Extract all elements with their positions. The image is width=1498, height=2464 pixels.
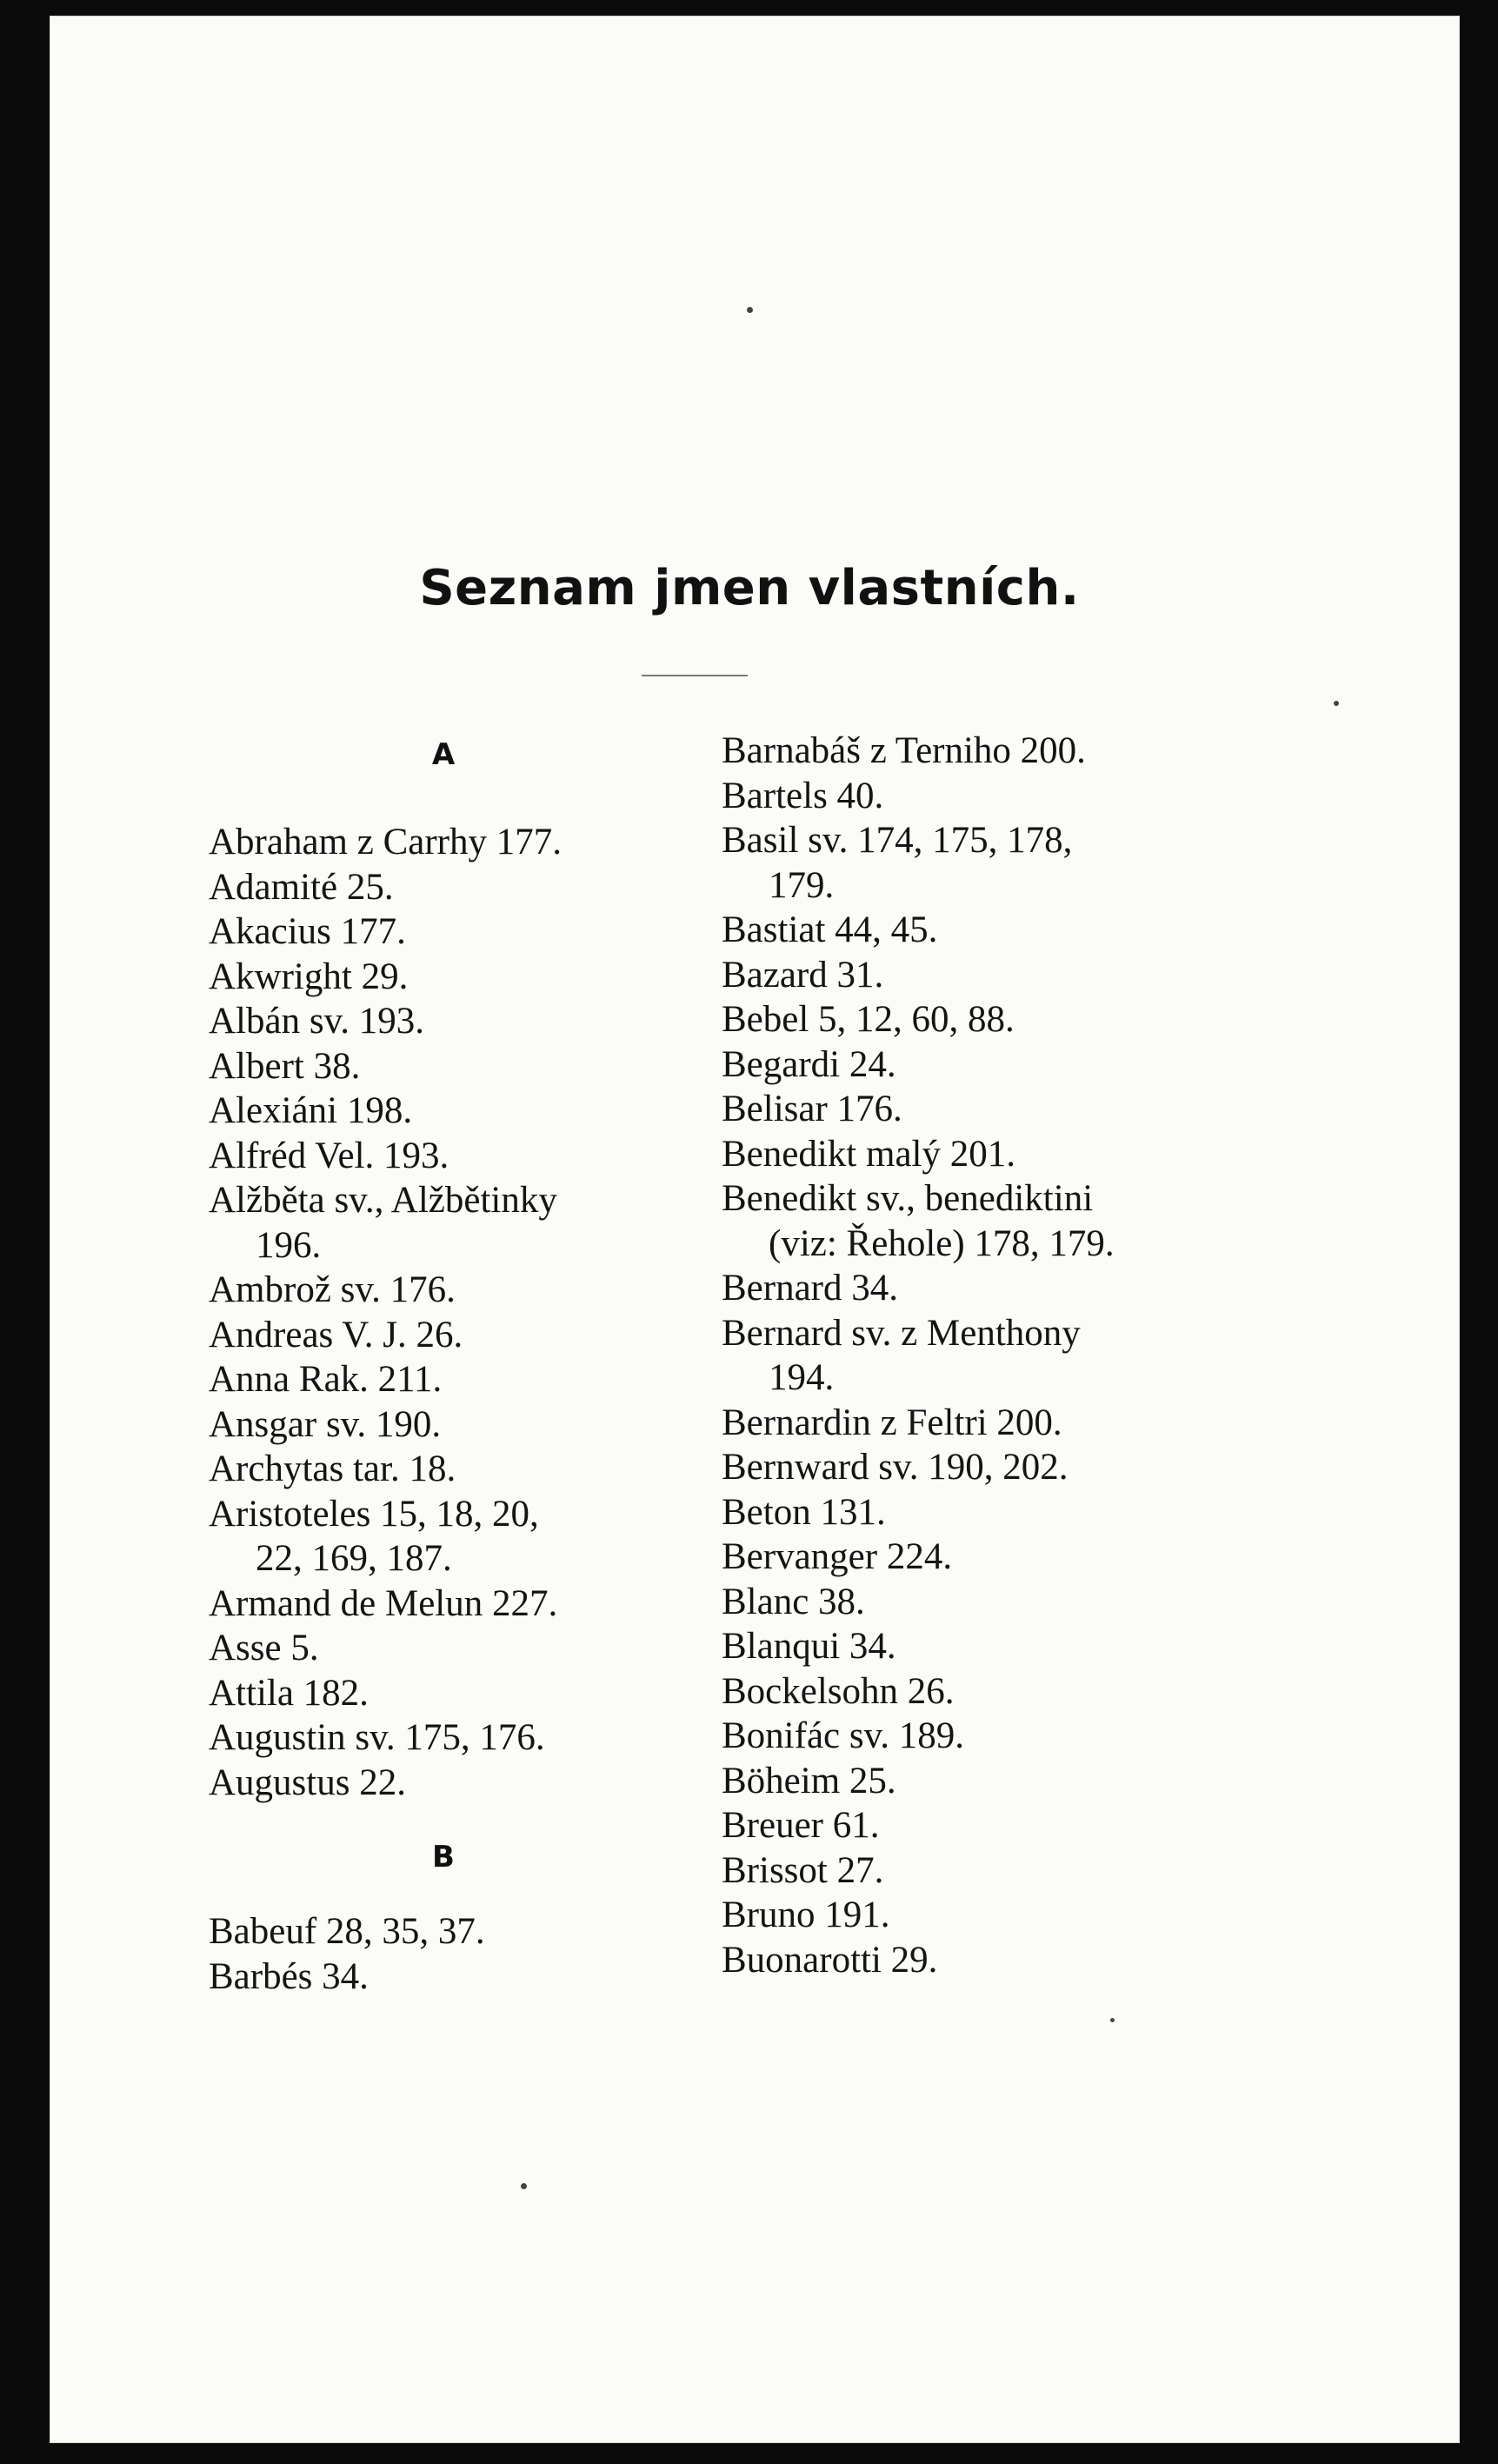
index-entry — [209, 1268, 739, 1313]
index-entry — [722, 908, 1278, 953]
index-entry-continuation: 196. — [256, 1224, 322, 1266]
index-entry — [209, 909, 739, 955]
index-entry — [722, 1759, 1278, 1804]
index-entry — [722, 1266, 1278, 1311]
index-entry-text: Bernardin z Feltri 200. — [722, 1402, 1062, 1443]
index-entry — [209, 1761, 739, 1806]
index-entry-text: Blanqui 34. — [722, 1626, 896, 1667]
index-entry — [209, 1909, 739, 1955]
index-entry — [209, 999, 739, 1044]
entry-list-b — [209, 1909, 739, 1999]
index-entry — [722, 818, 1278, 908]
index-entry — [722, 1535, 1278, 1580]
index-entry — [209, 1715, 739, 1761]
index-entry-text: Asse 5. — [209, 1628, 319, 1668]
index-entry-continuation: 179. — [769, 864, 835, 906]
index-entry — [722, 953, 1278, 998]
index-entry-text: Benedikt malý 201. — [722, 1133, 1015, 1175]
index-entry-text: Akwright 29. — [209, 956, 409, 997]
index-entry-text: Attila 182. — [209, 1672, 369, 1714]
index-entry — [722, 1803, 1278, 1848]
index-entry-text: Bervanger 224. — [722, 1536, 953, 1577]
index-entry-text: Bernard sv. z Menthony — [722, 1312, 1081, 1354]
entry-list-right — [722, 729, 1278, 1982]
index-entry — [722, 1848, 1278, 1894]
index-column-right — [722, 729, 1278, 1982]
index-entry-text: Abraham z Carrhy 177. — [209, 822, 562, 862]
speck — [1110, 2018, 1115, 2022]
index-entry-text: Bruno 191. — [722, 1895, 890, 1935]
speck — [1334, 701, 1339, 706]
index-entry-text: Beton 131. — [722, 1491, 886, 1533]
index-entry-text: Adamité 25. — [209, 866, 394, 908]
index-entry-text: Bazard 31. — [722, 954, 884, 996]
index-entry-text: Babeuf 28, 35, 37. — [209, 1911, 485, 1952]
index-entry-continuation: (viz: Řehole) 178, 179. — [769, 1222, 1115, 1264]
index-entry — [209, 1357, 739, 1402]
index-entry-text: Bastiat 44, 45. — [722, 909, 938, 950]
index-entry-text: Breuer 61. — [722, 1805, 880, 1846]
index-entry-continuation: 22, 169, 187. — [256, 1538, 452, 1579]
index-entry — [209, 1044, 739, 1089]
index-entry — [209, 1671, 739, 1716]
index-entry — [722, 1669, 1278, 1715]
index-entry-text: Albert 38. — [209, 1045, 361, 1087]
index-entry-text: Andreas V. J. 26. — [209, 1314, 463, 1355]
entry-list-a — [209, 820, 739, 1805]
index-entry — [722, 729, 1278, 774]
index-entry — [209, 820, 739, 865]
index-entry — [209, 865, 739, 910]
index-entry-text: Aristoteles 15, 18, 20, — [209, 1493, 539, 1535]
index-entry — [722, 1311, 1278, 1401]
index-entry — [209, 1178, 739, 1268]
index-entry — [722, 1132, 1278, 1177]
index-entry-continuation: 194. — [769, 1357, 835, 1398]
index-entry-text: Alfréd Vel. 193. — [209, 1135, 449, 1176]
title-divider — [642, 675, 748, 676]
index-entry-text: Benedikt sv., benediktini — [722, 1178, 1094, 1219]
index-entry-text: Begardi 24. — [722, 1043, 896, 1085]
index-entry — [722, 1445, 1278, 1490]
index-entry — [209, 955, 739, 1000]
speck — [521, 2183, 527, 2189]
page-title: Seznam jmen vlastních. — [419, 560, 1080, 616]
index-entry — [722, 1580, 1278, 1625]
index-entry-text: Bonifác sv. 189. — [722, 1715, 965, 1756]
index-entry-text: Alexiáni 198. — [209, 1090, 413, 1131]
index-entry-text: Augustin sv. 175, 176. — [209, 1717, 545, 1758]
index-entry-text: Ansgar sv. 190. — [209, 1403, 442, 1445]
index-entry — [722, 1938, 1278, 1983]
index-entry-text: Armand de Melun 227. — [209, 1582, 558, 1624]
section-letter-b: B — [432, 1840, 455, 1875]
index-entry — [722, 997, 1278, 1042]
index-entry — [209, 1313, 739, 1358]
index-entry-text: Augustus 22. — [209, 1761, 406, 1803]
index-entry-text: Bockelsohn 26. — [722, 1670, 955, 1712]
index-entry-text: Albán sv. 193. — [209, 1001, 425, 1042]
index-entry-text: Bebel 5, 12, 60, 88. — [722, 999, 1015, 1040]
index-entry — [722, 774, 1278, 819]
index-entry-text: Bartels 40. — [722, 775, 884, 816]
section-letter-a: A — [431, 737, 456, 772]
index-entry — [722, 1490, 1278, 1535]
index-entry — [209, 1492, 739, 1582]
index-entry-text: Buonarotti 29. — [722, 1939, 938, 1981]
index-entry — [209, 1402, 739, 1448]
index-entry-text: Akacius 177. — [209, 911, 406, 952]
index-entry — [209, 1089, 739, 1134]
index-entry — [722, 1714, 1278, 1759]
index-entry-text: Bernard 34. — [722, 1268, 898, 1309]
index-column-left — [209, 729, 739, 1999]
index-entry — [209, 1134, 739, 1179]
index-entry-text: Böheim 25. — [722, 1760, 896, 1801]
index-entry — [722, 1893, 1278, 1938]
index-entry — [209, 1582, 739, 1627]
index-entry-text: Blanc 38. — [722, 1581, 865, 1622]
index-entry — [722, 1624, 1278, 1669]
index-entry-text: Archytas tar. 18. — [209, 1448, 456, 1489]
index-entry — [722, 1401, 1278, 1446]
index-entry-text: Barnabáš z Terniho 200. — [722, 730, 1086, 771]
index-entry — [722, 1042, 1278, 1088]
index-entry — [722, 1176, 1278, 1266]
index-entry-text: Basil sv. 174, 175, 178, — [722, 820, 1073, 861]
index-entry — [209, 1955, 739, 2000]
index-entry-text: Ambrož sv. 176. — [209, 1269, 456, 1310]
index-entry-text: Brissot 27. — [722, 1849, 884, 1891]
index-entry — [209, 1447, 739, 1492]
index-entry-text: Bernward sv. 190, 202. — [722, 1447, 1069, 1488]
index-entry-text: Alžběta sv., Alžbětinky — [209, 1180, 557, 1221]
book-page — [50, 16, 1460, 2443]
index-entry — [209, 1626, 739, 1671]
index-entry-text: Barbés 34. — [209, 1955, 369, 1997]
index-entry — [722, 1087, 1278, 1132]
index-entry-text: Belisar 176. — [722, 1089, 902, 1129]
speck — [747, 307, 753, 313]
index-entry-text: Anna Rak. 211. — [209, 1359, 443, 1400]
